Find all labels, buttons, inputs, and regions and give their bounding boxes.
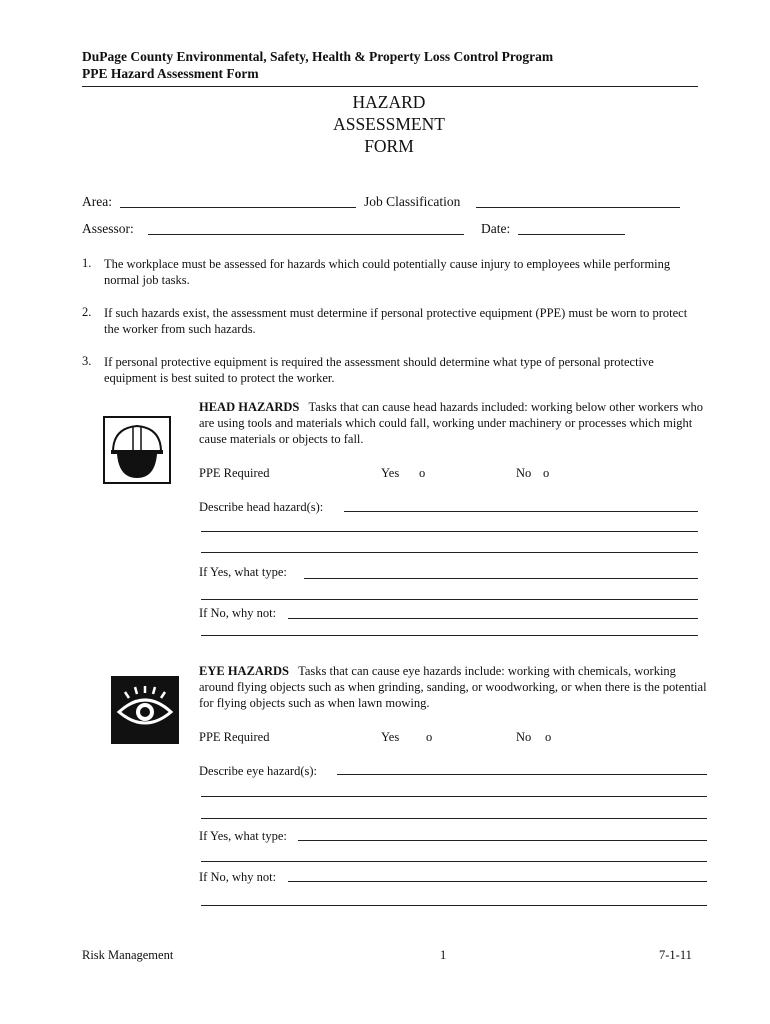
form-name: PPE Hazard Assessment Form [82,66,259,81]
job-classification-label: Job Classification [364,194,461,209]
eye-yes-label: Yes [381,730,400,744]
eye-no-checkbox[interactable]: o [545,730,552,744]
eye-if-yes-label: If Yes, what type: [199,829,287,843]
item-number: 1. [82,256,92,270]
eye-describe-line-3[interactable] [201,818,707,819]
item-number: 2. [82,305,92,319]
eye-hazards-heading: EYE HAZARDS [199,664,289,678]
eye-if-yes-line-2[interactable] [201,861,707,862]
head-describe-field[interactable] [344,511,698,512]
title-line-2: ASSESSMENT [333,114,445,134]
instruction-item: If such hazards exist, the assessment must determine if personal protective equipment (PPE) must be worn to protect the worker from such hazards. [104,306,688,336]
head-if-no-line-2[interactable] [201,635,698,636]
eye-hazards-description [199,663,709,711]
head-hazards-text: Tasks that can cause head hazards included: working below other workers who are using tools and materials which could fall, working under machinery or processes which might cause materials or objects to fall. [199,400,704,446]
assessor-field[interactable] [148,234,464,235]
head-hazards-heading: HEAD HAZARDS [199,400,300,414]
item-number: 3. [82,354,92,368]
revision-date: 7-1-11 [659,948,692,962]
head-describe-line-2[interactable] [201,531,698,532]
head-no-label: No [516,466,532,480]
eye-describe-field[interactable] [337,774,707,775]
program-title: DuPage County Environmental, Safety, Health & Property Loss Control Program [82,49,554,64]
head-if-yes-field[interactable] [304,578,698,579]
eye-hazards-text: Tasks that can cause eye hazards include: working with chemicals, working around flying objects such as when grinding, sanding, or woodworking, or when there is the potential for flying objects such as when lawn mowing. [199,664,707,710]
title-line-1: HAZARD [352,92,426,112]
eye-if-no-line-2[interactable] [201,905,707,906]
head-if-no-field[interactable] [288,618,698,619]
instruction-item: If personal protective equipment is required the assessment should determine what type of personal protective equipment is best suited to protect the worker. [104,355,654,385]
eye-ppe-label: PPE Required [199,730,270,744]
footer-department: Risk Management [82,948,174,962]
area-label: Area: [82,194,112,209]
form-title [0,91,770,157]
head-describe-label: Describe head hazard(s): [199,500,324,514]
head-no-checkbox[interactable]: o [543,466,550,480]
date-label: Date: [481,221,511,236]
head-if-no-label: If No, why not: [199,606,277,620]
eye-if-no-field[interactable] [288,881,707,882]
head-ppe-label: PPE Required [199,466,270,480]
title-line-3: FORM [364,136,414,156]
eye-no-label: No [516,730,532,744]
header-divider [82,86,698,87]
head-yes-checkbox[interactable]: o [419,466,426,480]
eye-if-no-label: If No, why not: [199,870,277,884]
eye-yes-checkbox[interactable]: o [426,730,433,744]
eye-describe-line-2[interactable] [201,796,707,797]
assessor-label: Assessor: [82,221,134,236]
job-classification-field[interactable] [476,207,680,208]
head-describe-line-3[interactable] [201,552,698,553]
head-yes-label: Yes [381,466,400,480]
instruction-item: The workplace must be assessed for hazards which could potentially cause injury to employees while performing normal job tasks. [104,257,671,287]
head-hazards-description [199,399,704,447]
area-field[interactable] [120,207,356,208]
eye-describe-label: Describe eye hazard(s): [199,764,317,778]
head-if-yes-label: If Yes, what type: [199,565,287,579]
head-if-yes-line-2[interactable] [201,599,698,600]
eye-icon [111,676,179,744]
date-field[interactable] [518,234,625,235]
page-number: 1 [440,948,447,962]
eye-if-yes-field[interactable] [298,840,707,841]
hard-hat-icon [103,416,171,484]
